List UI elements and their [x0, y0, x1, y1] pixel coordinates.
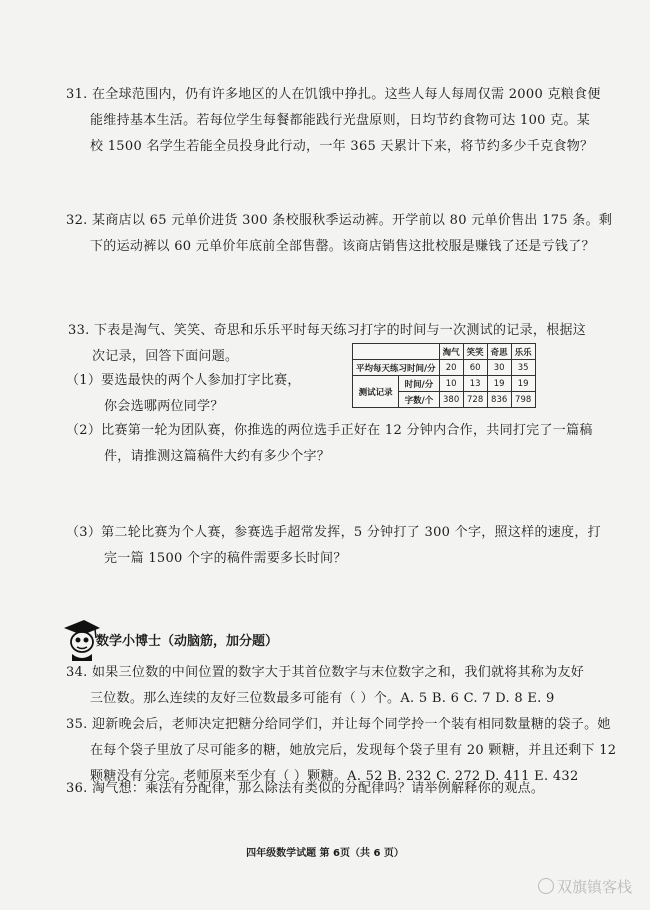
table-cell: 380: [439, 392, 463, 408]
table-cell: 20: [439, 360, 463, 376]
question-32-line-1: 32. 某商店以 65 元单价进货 300 条校服秋季运动裤。开学前以 80 元单价售出 175 条。剩: [66, 213, 613, 228]
watermark-logo-icon: [538, 878, 554, 894]
table-row-label: 字数/个: [399, 392, 439, 408]
question-35-line-3: 颗糖没有分完。老师原来至少有（ ）颗糖。A. 52 B. 232 C. 272 D. 411 E. 432: [90, 769, 579, 784]
table-cell: 798: [511, 392, 535, 408]
question-35-line-2: 在每个袋子里放了尽可能多的糖，她放完后，发现每个袋子里有 20 颗糖，并且还剩下 12: [90, 743, 617, 758]
question-31: [66, 82, 601, 160]
table-cell: 60: [463, 360, 487, 376]
table-cell: 35: [511, 360, 535, 376]
question-34-line-2: 三位数。那么连续的友好三位数最多可能有（ ）个。A. 5 B. 6 C. 7 D. 8 E. 9: [90, 691, 555, 706]
table-header: 奇思: [487, 344, 511, 360]
question-33-part-3-line-2: 完一篇 1500 个字的稿件需要多长时间？: [104, 551, 347, 566]
table-group-label: 测试记录: [353, 376, 399, 408]
question-36: [66, 776, 544, 802]
question-33-part-1: [66, 368, 301, 420]
question-32-line-2: 下的运动裤以 60 元单价年底前全部售罄。该商店销售这批校服是赚钱了还是亏钱了？: [90, 239, 595, 254]
question-32: [66, 208, 612, 260]
table-header: 乐乐: [511, 344, 535, 360]
question-33-line-2: 次记录，回答下面问题。: [92, 349, 239, 364]
table-row-label: 平均每天练习时间/分: [353, 360, 440, 376]
table-cell: 19: [511, 376, 535, 392]
watermark-text: 双旗镇客栈: [556, 878, 632, 896]
question-33-part-2-line-1: （2）比赛第一轮为团队赛，你推选的两位选手正好在 12 分钟内合作，共同打完了一篇稿: [66, 423, 593, 438]
watermark: [538, 876, 632, 897]
question-34: [66, 660, 584, 712]
question-33-line-1: 33. 下表是淘气、笑笑、奇思和乐乐平时每天练习打字的时间与一次测试的记录，根据这: [68, 323, 587, 338]
table-row-label: 时间/分: [399, 376, 439, 392]
table-cell: 30: [487, 360, 511, 376]
table-cell: 19: [487, 376, 511, 392]
page-footer: 四年级数学试题 第 6页（共 6 页）: [246, 848, 404, 859]
question-31-line-1: 31. 在全球范围内，仍有许多地区的人在饥饿中挣扎。这些人每人每周仅需 2000 克粮食便: [66, 87, 601, 102]
question-34-line-1: 34. 如果三位数的中间位置的数字大于其首位数字与末位数字之和，我们就将其称为友好: [66, 665, 585, 680]
section-title: 数学小博士（动脑筋，加分题）: [96, 634, 279, 649]
question-31-line-3: 校 1500 名学生若能全员投身此行动，一年 365 天累计下来，将节约多少千克食物？: [90, 139, 594, 154]
table-header: 笑笑: [463, 344, 487, 360]
table-cell: 10: [439, 376, 463, 392]
question-36-line-1: 36. 淘气想：乘法有分配律，那么除法有类似的分配律吗？请举例解释你的观点。: [66, 781, 545, 796]
question-33-part-2-line-2: 件，请推测这篇稿件大约有多少个字？: [104, 449, 331, 464]
question-35-line-1: 35. 迎新晚会后，老师决定把糖分给同学们，并让每个同学拎一个装有相同数量糖的袋子。她: [66, 717, 611, 732]
table-cell: 728: [463, 392, 487, 408]
table-cell: 836: [487, 392, 511, 408]
question-31-line-2: 能维持基本生活。若每位学生每餐都能践行光盘原则，日均节约食物可达 100 克。某: [90, 113, 591, 128]
table-cell: 13: [463, 376, 487, 392]
question-33-part-3-line-1: （3）第二轮比赛为个人赛，参赛选手超常发挥，5 分钟打了 300 个字，照这样的速度，打: [66, 525, 601, 540]
question-33-part-1-line-2: 你会选哪两位同学？: [104, 399, 224, 414]
table-header: 淘气: [439, 344, 463, 360]
question-33-part-3: [66, 520, 601, 572]
question-33-part-2: [66, 418, 593, 470]
table-corner: [353, 344, 440, 360]
typing-record-table: [352, 343, 536, 408]
question-33-part-1-line-1: （1）要选最快的两个人参加打字比赛，: [66, 373, 301, 388]
